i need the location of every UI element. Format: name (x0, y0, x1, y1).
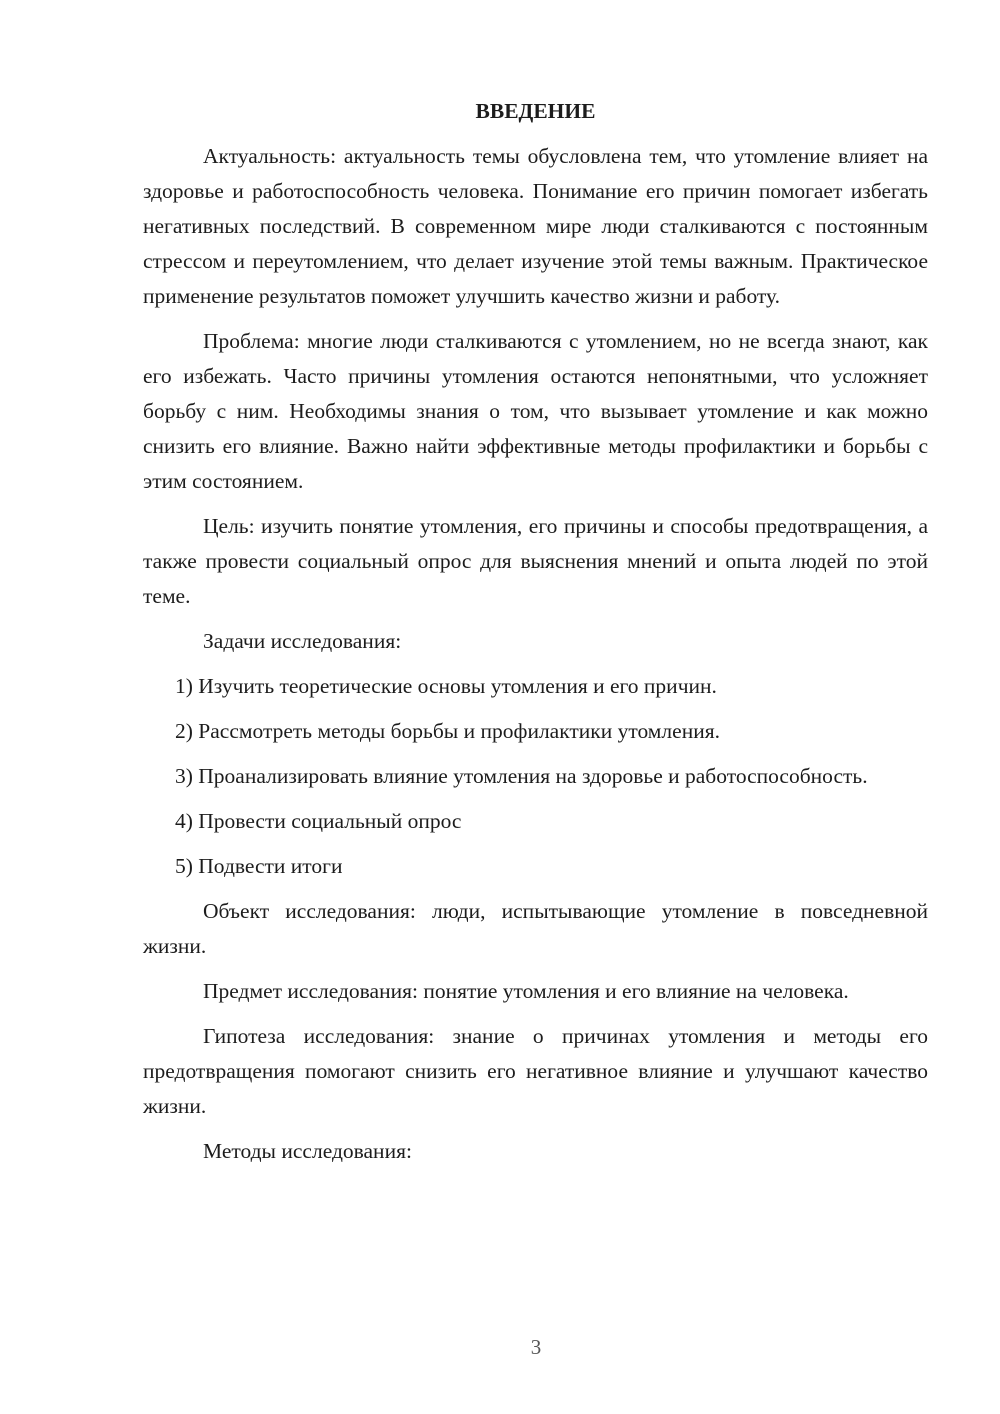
hypothesis-paragraph: Гипотеза исследования: знание о причинах утомления и методы его предотвращения помогают снизить его негативное влияние и улучшают качество жизни. (143, 1024, 928, 1118)
task-item-2: 2) Рассмотреть методы борьбы и профилактики утомления. (175, 719, 720, 743)
task-item-1: 1) Изучить теоретические основы утомления и его причин. (175, 674, 717, 698)
subject-paragraph: Предмет исследования: понятие утомления и его влияние на человека. (203, 979, 849, 1003)
problem-paragraph: Проблема: многие люди сталкиваются с утомлением, но не всегда знают, как его избежать. Часто причины утомления остаются непонятными, что усложняет борьбу с ним. Необходимы знания о том, что вызывает утомление и как можно снизить его влияние. Важно найти эффективные методы профилактики и борьбы с этим состоянием. (143, 329, 928, 493)
task-item-4: 4) Провести социальный опрос (175, 809, 462, 833)
tasks-title: Задачи исследования: (203, 629, 402, 653)
page-number: 3 (530, 1335, 542, 1359)
object-paragraph: Объект исследования: люди, испытывающие утомление в повседневной жизни. (143, 899, 928, 958)
methods-title: Методы исследования: (203, 1139, 412, 1163)
relevance-paragraph: Актуальность: актуальность темы обусловлена тем, что утомление влияет на здоровье и работоспособность человека. Понимание его причин помогает избегать негативных последствий. В современном мире люди сталкиваются с постоянным стрессом и переутомлением, что делает изучение этой темы важным. Практическое применение результатов поможет улучшить качество жизни и работу. (143, 144, 928, 308)
section-heading: ВВЕДЕНИЕ (475, 99, 596, 123)
document-body (143, 96, 928, 1179)
goal-paragraph: Цель: изучить понятие утомления, его причины и способы предотвращения, а также провести социальный опрос для выяснения мнений и опыта людей по этой теме. (143, 514, 928, 608)
task-item-5: 5) Подвести итоги (175, 854, 343, 878)
task-item-3: 3) Проанализировать влияние утомления на здоровье и работоспособность. (175, 764, 868, 788)
